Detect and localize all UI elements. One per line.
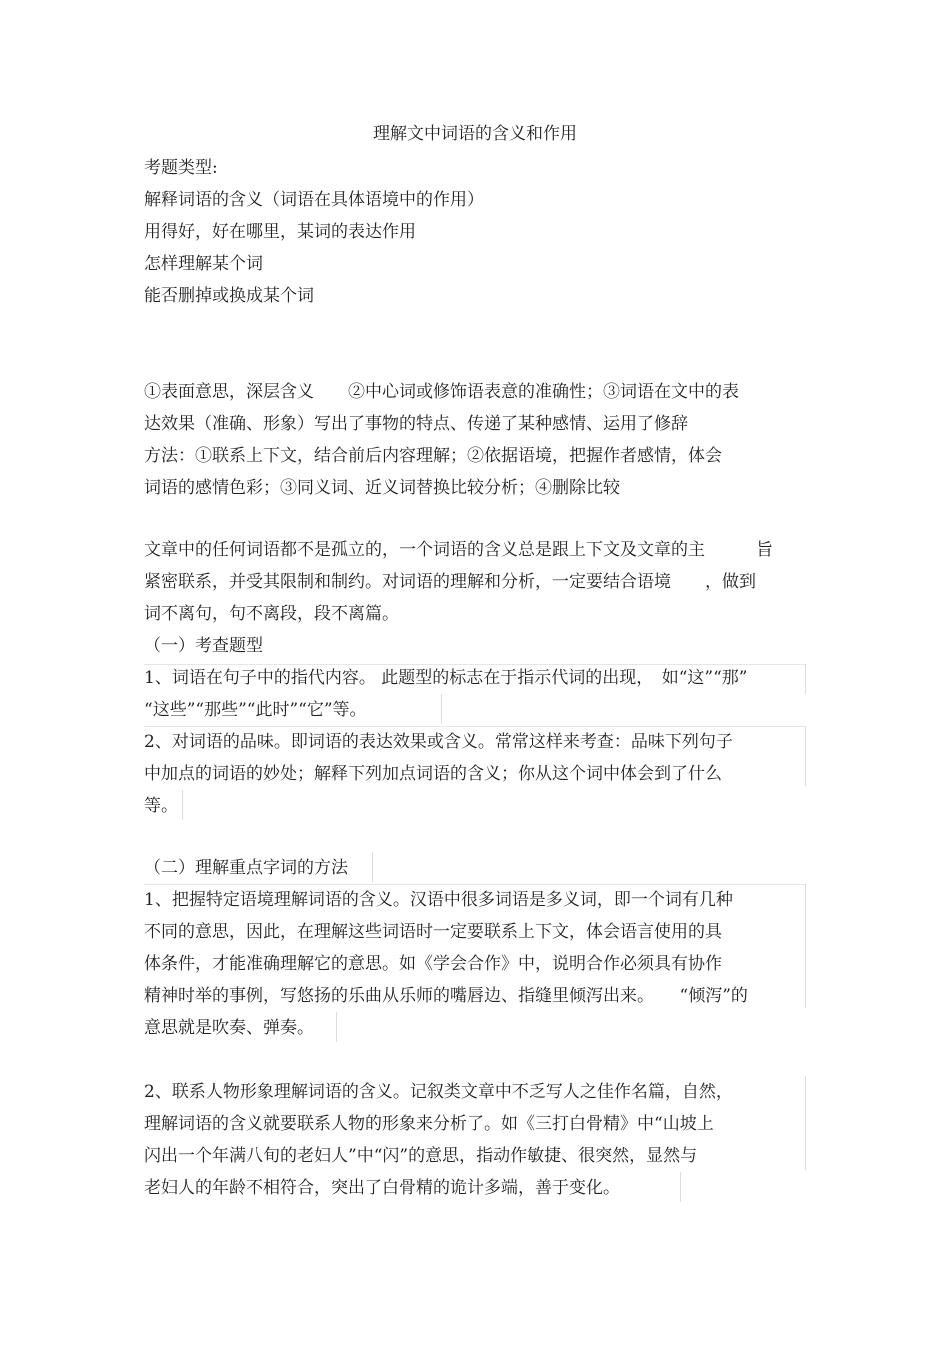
- section2-item2-line: 闪出一个年满八旬的老妇人”中“闪”的意思，指动作敏捷、很突然，显然与: [144, 1146, 698, 1166]
- question-type-item: 用得好，好在哪里，某词的表达作用: [144, 222, 416, 242]
- section2-item2-line: 理解词语的含义就要联系人物的形象来分析了。如《三打白骨精》中“山坡上: [144, 1114, 714, 1134]
- question-type-item: 能否删掉或换成某个词: [144, 286, 314, 306]
- context-paragraph-line: 紧密联系，并受其限制和制约。对词语的理解和分析，一定要结合语境 ，做到: [144, 572, 756, 592]
- table-border: [680, 1172, 681, 1202]
- table-border: [182, 790, 183, 820]
- section2-item2-line: 2、联系人物形象理解词语的含义。记叙类文章中不乏写人之佳作名篇，自然，: [144, 1082, 733, 1102]
- table-border: [805, 726, 806, 786]
- section2-item1-line: 1、把握特定语境理解词语的含义。汉语中很多词语是多义词，即一个词有几种: [144, 890, 733, 910]
- section1-item1-line: “这些”“那些”“此时”“它”等。: [144, 700, 367, 720]
- table-border: [805, 884, 806, 1008]
- summary-line: ①表面意思，深层含义 ②中心词或修饰语表意的准确性；③词语在文中的表: [144, 382, 739, 402]
- section-heading: （二）理解重点字词的方法: [144, 858, 348, 878]
- table-border: [144, 884, 806, 885]
- question-type-item: 解释词语的含义（词语在具体语境中的作用）: [144, 190, 484, 210]
- section1-item1-line: 1、词语在句子中的指代内容。 此题型的标志在于指示代词的出现， 如“这”“那”: [144, 668, 748, 688]
- question-types-heading: 考题类型:: [144, 158, 218, 178]
- section2-item2-line: 老妇人的年龄不相符合，突出了白骨精的诡计多端，善于变化。: [144, 1178, 620, 1198]
- document-title: 理解文中词语的含义和作用: [373, 124, 577, 144]
- section1-item2-line: 中加点的词语的妙处；解释下列加点词语的含义；你从这个词中体会到了什么: [144, 764, 722, 784]
- context-paragraph-line: 词不离句，句不离段，段不离篇。: [144, 604, 399, 624]
- table-border: [441, 694, 442, 724]
- section2-item1-line: 不同的意思，因此，在理解这些词语时一定要联系上下文，体会语言使用的具: [144, 922, 722, 942]
- section2-item1-line: 体条件，才能准确理解它的意思。如《学会合作》中，说明合作必须具有协作: [144, 954, 722, 974]
- summary-line: 达效果（准确、形象）写出了事物的特点、传递了某种感情、运用了修辞: [144, 414, 688, 434]
- context-paragraph-line: 文章中的任何词语都不是孤立的，一个词语的含义总是跟上下文及文章的主 旨: [144, 540, 773, 560]
- table-border: [144, 664, 806, 665]
- question-type-item: 怎样理解某个词: [144, 254, 263, 274]
- section1-item2-line: 2、对词语的品味。即词语的表达效果或含义。常常这样来考查：品味下列句子: [144, 732, 733, 752]
- table-border: [144, 726, 806, 727]
- table-border: [372, 852, 373, 882]
- section1-item2-line: 等。: [144, 796, 178, 816]
- section-heading: （一）考查题型: [144, 636, 263, 656]
- summary-line: 方法：①联系上下文，结合前后内容理解；②依据语境，把握作者感情，体会: [144, 446, 722, 466]
- table-border: [805, 1076, 806, 1170]
- section2-item1-line: 意思就是吹奏、弹奏。: [144, 1018, 314, 1038]
- summary-line: 词语的感情色彩；③同义词、近义词替换比较分析；④删除比较: [144, 478, 620, 498]
- section2-item1-line: 精神时举的事例，写悠扬的乐曲从乐师的嘴唇边、指缝里倾泻出来。 “倾泻”的: [144, 986, 748, 1006]
- table-border: [805, 664, 806, 694]
- table-border: [336, 1012, 337, 1042]
